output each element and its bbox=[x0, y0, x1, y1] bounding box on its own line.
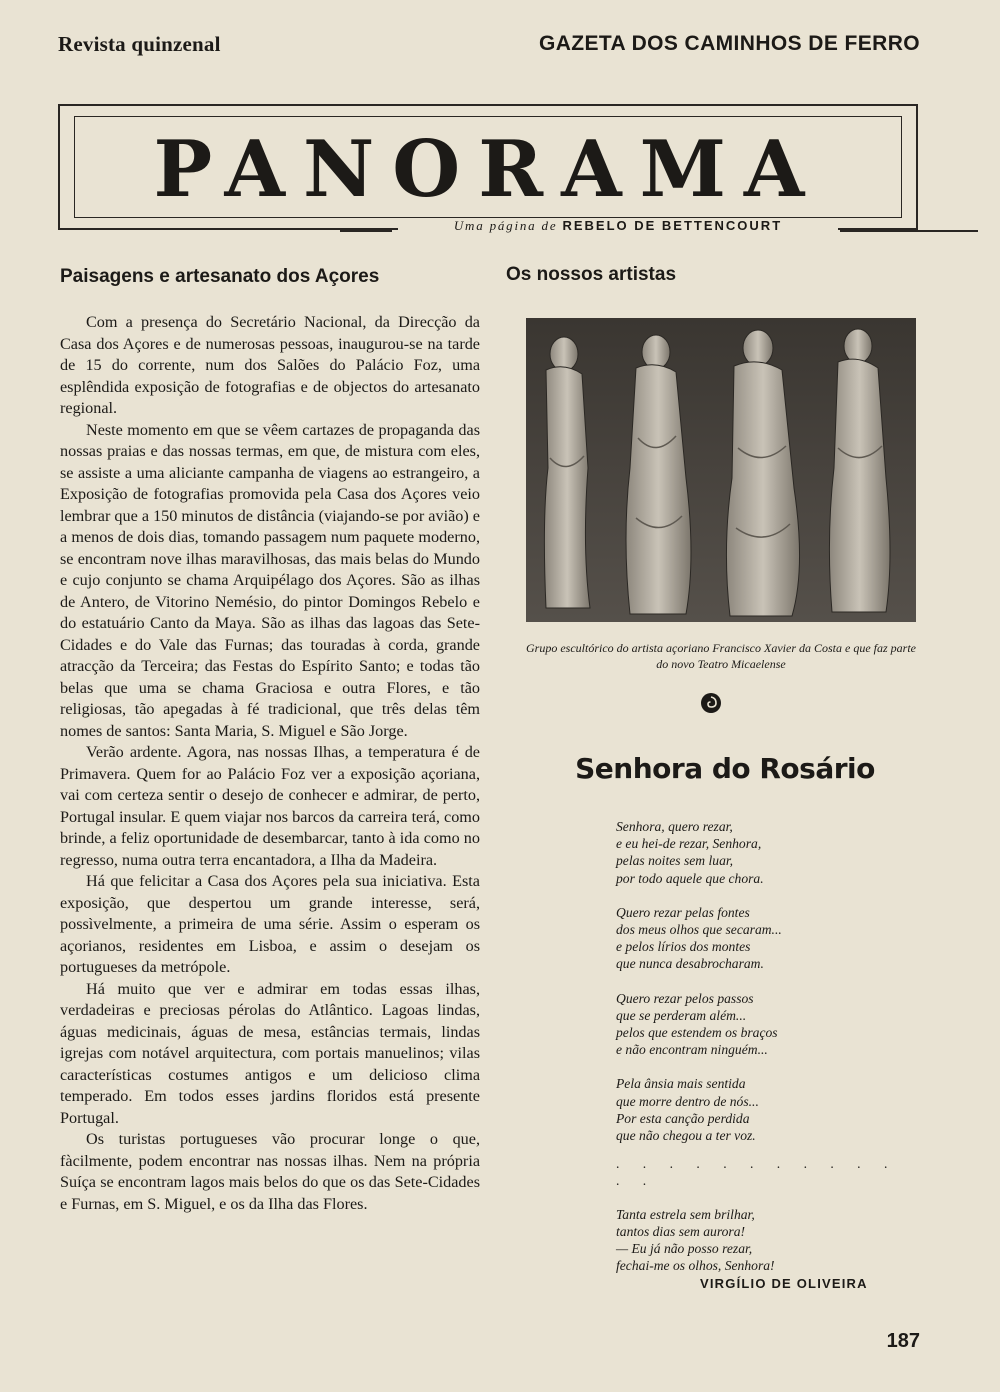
article-paragraph: Os turistas portugueses vão procurar longe o que, fàcilmente, podem encontrar nas nossas ilhas. Nem na própria Suíça se encontram lagos mais belos do que os das Sete-Cidades e Furnas, em S. Miguel, e os da Ilha das Flores. bbox=[60, 1130, 480, 1213]
poem-line: Senhora, quero rezar, bbox=[616, 819, 733, 834]
byline-author: REBELO DE BETTENCOURT bbox=[562, 218, 783, 233]
byline-rule-right bbox=[840, 230, 978, 232]
poem-line: fechai-me os olhos, Senhora! bbox=[616, 1258, 775, 1274]
poem-line: Tanta estrela sem brilhar, bbox=[616, 1206, 755, 1222]
poem-line: Pela ânsia mais sentida bbox=[616, 1076, 746, 1092]
poem-line: pelas noites sem luar, bbox=[616, 853, 734, 869]
page-number: 187 bbox=[886, 1330, 920, 1352]
byline-rule-left bbox=[340, 230, 392, 232]
sculpture-relief-image bbox=[526, 318, 916, 622]
banner-title: PANORAMA bbox=[153, 124, 823, 215]
poem-line: por todo aquele que chora. bbox=[616, 870, 764, 886]
poem-author: VIRGÍLIO DE OLIVEIRA bbox=[700, 1276, 868, 1291]
article-paragraph: Há muito que ver e admirar em todas essas ilhas, verdadeiras e preciosas pérolas do Atlântico. Lagoas lindas, águas medicinais, águas de mesa, estâncias termais, lindas igrejas com notável arquitectura, com portais manuelinos; vilas características costumes antigos e um delicioso clima temperado. Em todos esses jardins floridos está presente Portugal. bbox=[60, 979, 480, 1127]
poem-line: que não chegou a ter voz. bbox=[616, 1128, 756, 1144]
poem-line: Quero rezar pelas fontes bbox=[616, 904, 750, 920]
byline-row bbox=[58, 218, 918, 242]
poem-line: que se perderam além... bbox=[616, 1007, 747, 1023]
article-body bbox=[60, 312, 480, 1215]
right-section-title: Os nossos artistas bbox=[506, 264, 677, 285]
poem-stanza bbox=[616, 1206, 916, 1275]
poem-line: e não encontram ninguém... bbox=[616, 1042, 768, 1058]
poem-line: pelos que estendem os braços bbox=[616, 1025, 778, 1041]
article-paragraph: Neste momento em que se vêem cartazes de propaganda das nossas praias e das nossas termas, em que, de mistura com eles, se assiste a uma aliciante campanha de viagens ao estrangeiro, a Exposição de fotografias promovida pela Casa dos Açores veio lembrar que a 150 minutos de distância (viajando-se por avião) e a menos de dois dias, tomando passagem num paquete moderno, se encontram nove ilhas maravilhosas, das mais belas do Mundo e cujo conjunto se chama Arquipélago dos Açores. São as ilhas de Antero, de Vitorino Nemésio, do pintor Domingos Rebelo e do estatuário Canto da Maya. São as ilhas das lagoas das Sete-Cidades e do Vale das Furnas; das touradas à corda, grande atracção da Terceira; das Festas do Espírito Santo; e todas tão belas que uma se chama Graciosa e outra Flores, e tão religiosas, tão apegadas à fé tradicional, que três delas têm nomes de santos: Santa Maria, S. Miguel e São Jorge. bbox=[60, 420, 480, 740]
poem-ellipsis-row: . . . . . . . . . . . . . bbox=[616, 1156, 898, 1189]
banner-inner-frame bbox=[74, 116, 902, 218]
poem-stanza bbox=[616, 904, 916, 973]
poem-line: e pelos lírios dos montes bbox=[616, 939, 751, 955]
photo-caption: Grupo escultórico do artista açoriano Francisco Xavier da Costa e que faz parte do novo Teatro Micaelense bbox=[526, 641, 916, 671]
poem-line: que nunca desabrocharam. bbox=[616, 956, 764, 972]
sculpture-photo bbox=[526, 318, 916, 622]
poem-line: Quero rezar pelos passos bbox=[616, 990, 754, 1006]
article-paragraph: Há que felicitar a Casa dos Açores pela sua iniciativa. Esta exposição, que despertou um grande interesse, será, possìvelmente, a primeira de uma série. Assim o esperam os açorianos, residentes em Lisboa, e assim o desejam os portugueses da metrópole. bbox=[60, 872, 480, 976]
header-right: GAZETA DOS CAMINHOS DE FERRO bbox=[538, 32, 920, 55]
poem-body bbox=[616, 818, 916, 1291]
poem-stanza bbox=[616, 1075, 916, 1144]
article-paragraph: Com a presença do Secretário Nacional, da Direcção da Casa dos Açores e de numerosas pessoas, inaugurou-se na tarde de 15 do corrente, num dos Salões do Palácio Foz, uma esplêndida exposição de fotografias e de objectos do artesanato regional. bbox=[60, 313, 480, 417]
poem-line: que morre dentro de nós... bbox=[616, 1093, 759, 1109]
poem-line: — Eu já não posso rezar, bbox=[616, 1241, 753, 1257]
panorama-banner bbox=[58, 104, 918, 230]
poem-line: e eu hei-de rezar, Senhora, bbox=[616, 836, 762, 852]
byline-prefix: Uma página de bbox=[453, 218, 558, 233]
article-paragraph: Verão ardente. Agora, nas nossas Ilhas, a temperatura é de Primavera. Quem for ao Palácio Foz ver a exposição açoriana, vai com certeza sentir o desejo de conhecer e admirar, de perto, Portugal insular. E quem viajar nos barcos da carreira terá, como brinde, a feliz oportunidade de desembarcar, tanto à ida como no regresso, numa outra terra encantadora, a Ilha da Madeira. bbox=[60, 743, 480, 869]
poem-line: tantos dias sem aurora! bbox=[616, 1223, 746, 1239]
poem-stanza bbox=[616, 990, 916, 1059]
poem-line: Por esta canção perdida bbox=[616, 1110, 750, 1126]
poem-stanza bbox=[616, 818, 916, 887]
poem-line: dos meus olhos que secaram... bbox=[616, 922, 782, 938]
byline bbox=[398, 218, 838, 234]
header-left: Revista quinzenal bbox=[58, 32, 221, 56]
spiral-ornament-icon bbox=[700, 692, 722, 714]
poem-title: Senhora do Rosário bbox=[575, 752, 875, 785]
left-article-title: Paisagens e artesanato dos Açores bbox=[60, 266, 380, 287]
